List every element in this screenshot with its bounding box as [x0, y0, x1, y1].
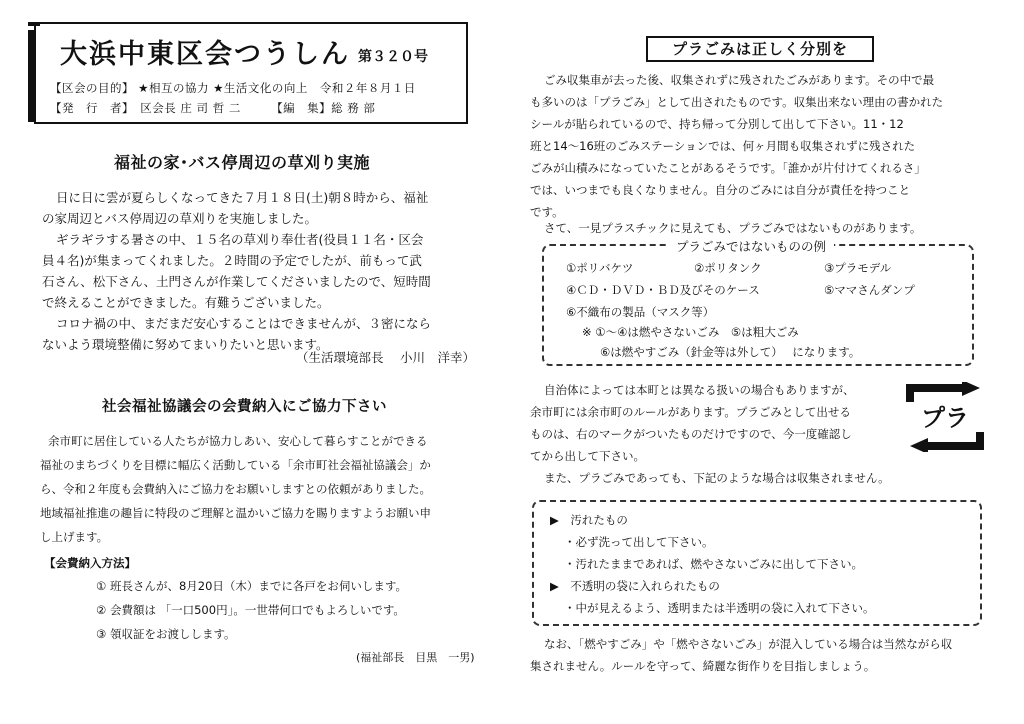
masthead-accent [28, 30, 34, 122]
pla-mark-label: プラ [921, 404, 969, 432]
paragraph-line: ものは、右のマークがついたものだけですので、今一度確認し [530, 427, 852, 441]
paragraph-line: 自治体によっては本町とは異なる扱いの場合もありますが、 [544, 383, 855, 397]
payment-step: ③ 領収証をお渡しします。 [96, 627, 236, 641]
paragraph-line: 余市町に居住している人たちが協力しあい、安心して暮らすことができる [48, 434, 428, 448]
paragraph-line: ごみが山積みになっていたことがあるそうです。「誰かが片付けてくれるさ」 [530, 161, 926, 175]
paragraph-line: 石さん、松下さん、土門さんが作業してくださいましたので、短時間 [42, 274, 431, 289]
pla-recycle-icon [902, 382, 988, 452]
article3-heading: プラごみは正しく分別を [646, 36, 874, 62]
paragraph-line: 員４名)が集まってくれました。２時間の予定でしたが、前もって武 [42, 253, 422, 268]
case-heading: ▶ 不透明の袋に入れられたもの [550, 579, 720, 593]
example-item: ⑥不織布の製品（マスク等） [566, 305, 715, 319]
example-item: ②ポリタンク [694, 261, 762, 275]
issue-number: 第３２０号 [358, 49, 428, 65]
article1-signature: （生活環境部長 小川 洋幸） [296, 350, 475, 365]
case-item: ・必ず洗って出して下さい。 [564, 535, 714, 549]
paragraph-line: ないよう環境整備に努めてまいりたいと思います。 [42, 337, 329, 352]
paragraph-line: 日に日に雲が夏らしくなってきた７月１８日(土)朝８時から、福祉 [56, 190, 429, 205]
case-heading: ▶ 汚れたもの [550, 513, 628, 527]
payment-step: ② 会費額は 「一口500円」。一世帯何口でもよろしいです。 [96, 603, 405, 617]
payment-step: ① 班長さんが、8月20日（木）までに各戸をお伺いします。 [96, 579, 407, 593]
example-item: ③プラモデル [824, 261, 892, 275]
paragraph-line: ごみ収集車が去った後、収集されずに残されたごみがあります。その中で最 [544, 73, 935, 87]
examples-title: プラごみではないものの例 [668, 237, 834, 255]
paragraph-line: てから出して下さい。 [530, 449, 645, 463]
paragraph-line: で終えることができました。有難うございました。 [42, 295, 330, 310]
paragraph-line: し上げます。 [40, 530, 109, 544]
article1-heading: 福祉の家･バス停周辺の草刈り実施 [114, 153, 371, 172]
paragraph-line: ら、令和２年度も会費納入にご協力をお願いしますとの依頼がありました。 [40, 482, 431, 496]
masthead-accent [28, 22, 40, 26]
paragraph-line: です。 [530, 205, 564, 219]
example-item: ⑤ママさんダンプ [824, 283, 915, 297]
paragraph-line: さて、一見プラスチックに見えても、プラごみではないものがあります。 [544, 221, 922, 235]
masthead [34, 22, 468, 124]
paragraph-line: 班と14～16班のごみステーションでは、何ヶ月間も収集されずに残された [530, 139, 916, 153]
paragraph-line: ギラギラする暑さの中、１５名の草刈り奉仕者(役員１１名・区会 [56, 232, 424, 247]
paragraph-line: コロナ禍の中、まだまだ安心することはできませんが、３密になら [56, 316, 432, 331]
article2-signature: (福祉部長 目黒 一男) [356, 651, 475, 664]
masthead-purpose: 【区会の目的】 ★相互の協力 ★生活文化の向上 令和２年８月１日 [50, 81, 416, 95]
paragraph-line: 地域福祉推進の趣旨に特段のご理解と温かいご協力を賜りますようお願い申 [40, 506, 431, 520]
paragraph-line: シールが貼られているので、持ち帰って分別して出して下さい。11・12 [530, 117, 904, 131]
example-item: ④ＣＤ・ＤＶＤ・ＢＤ及びそのケース [566, 283, 760, 297]
paragraph-line: では、いつまでも良くなりません。自分のごみには自分が責任を持つこと [530, 183, 911, 197]
example-note: ※ ①～④は燃やさないごみ ⑤は粗大ごみ [582, 325, 799, 339]
paragraph-line: 集されません。ルールを守って、綺麗な街作りを目指しましょう。 [530, 659, 876, 673]
case-item: ・中が見えるよう、透明または半透明の袋に入れて下さい。 [564, 601, 875, 615]
paragraph-line: また、プラごみであっても、下記のような場合は収集されません。 [544, 471, 890, 485]
case-item: ・汚れたままであれば、燃やさないごみに出して下さい。 [564, 557, 863, 571]
paragraph-line: 余市町には余市町のルールがあります。プラごみとして出せる [530, 405, 851, 419]
example-item: ①ポリバケツ [566, 261, 634, 275]
paragraph-line: 福祉のまちづくりを目標に幅広く活動している「余市町社会福祉協議会」か [40, 458, 431, 472]
payment-method-heading: 【会費納入方法】 [44, 556, 136, 570]
paragraph-line: なお、「燃やすごみ」や「燃やさないごみ」が混入している場合は当然ながら収 [544, 637, 953, 651]
paragraph-line: の家周辺とバス停周辺の草刈りを実施しました。 [42, 211, 318, 226]
example-note: ⑥は燃やすごみ（針金等は外して） になります。 [600, 345, 861, 359]
paragraph-line: も多いのは「プラごみ」として出されたものです。収集出来ない理由の書かれた [530, 95, 944, 109]
masthead-publisher: 【発 行 者】 区会長 庄 司 哲 二 【編 集】総 務 部 [50, 101, 376, 115]
newsletter-title: 大浜中東区会つうしん [60, 39, 350, 70]
article2-heading: 社会福祉協議会の会費納入にご協力下さい [102, 399, 387, 415]
